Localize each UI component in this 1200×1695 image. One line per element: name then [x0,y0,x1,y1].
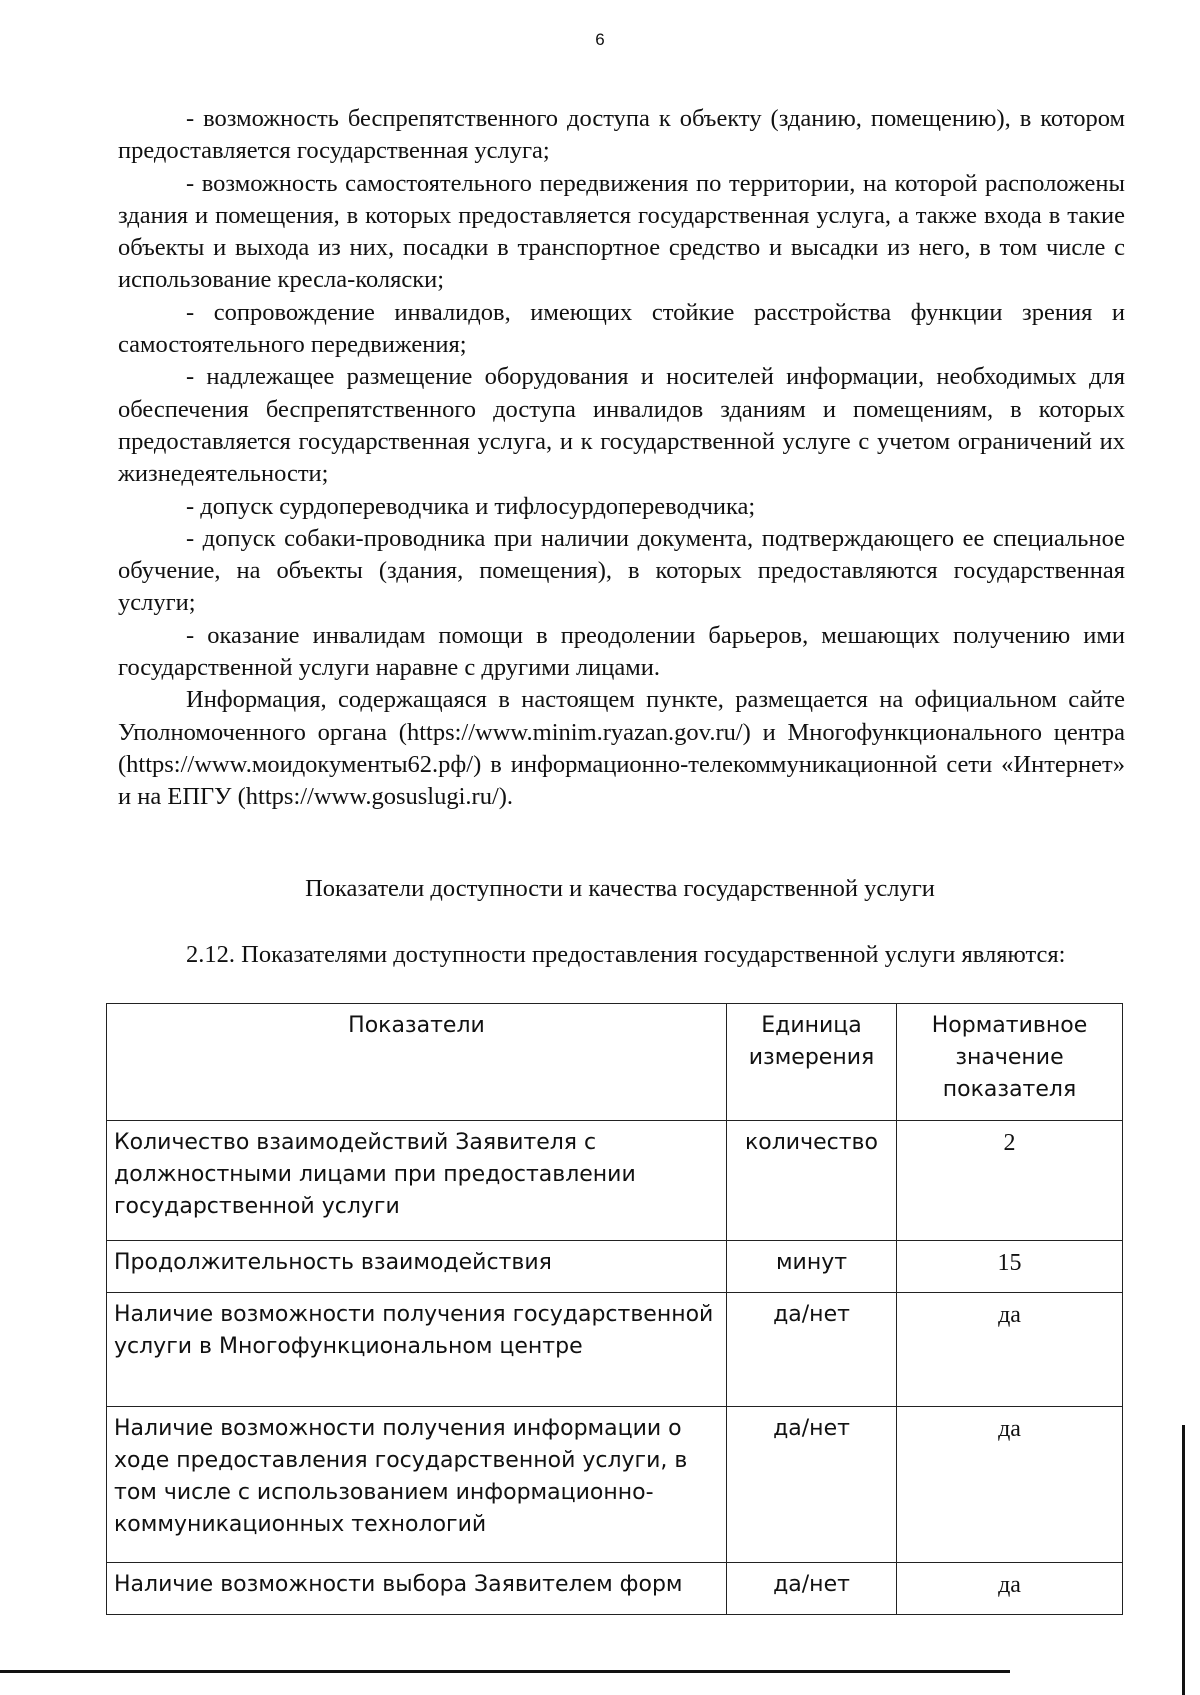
table-cell: да [897,1293,1123,1407]
table-cell: Наличие возможности выбора Заявителем форм [107,1563,727,1615]
table-cell: да [897,1407,1123,1563]
table-cell: Наличие возможности получения информации о ходе предоставления государственной услуги, в том числе с использованием информационно-коммуникационных технологий [107,1407,727,1563]
table-cell: да/нет [727,1563,897,1615]
table-cell: да/нет [727,1293,897,1407]
table-cell: Количество взаимодействий Заявителя с должностными лицами при предоставлении государственной услуги [107,1121,727,1241]
section-title: Показатели доступности и качества государственной услуги [305,875,935,902]
table-row [107,1121,1123,1241]
table-cell: Продолжительность взаимодействия [107,1241,727,1293]
table-cell: минут [727,1241,897,1293]
table-cell: 15 [897,1241,1123,1293]
paragraph: Информация, содержащаяся в настоящем пункте, размещается на официальном сайте Уполномоченного органа (https://www.minim.ryazan.gov.ru/) и Многофункционального центра (https://www.моидокументы62.рф/) в информационно-телекоммуникационной сети «Интернет» и на ЕПГУ (https://www.gosuslugi.ru/). [118,686,1125,811]
paragraph: - возможность беспрепятственного доступа к объекту (зданию, помещению), в котором предоставляется государственная услуга; [118,105,1125,165]
table-row [107,1293,1123,1407]
indicators-table [106,1003,1123,1615]
table-cell: Наличие возможности получения государственной услуги в Многофункциональном центре [107,1293,727,1407]
table-row [107,1407,1123,1563]
paragraph: - оказание инвалидам помощи в преодолении барьеров, мешающих получению ими государственной услуги наравне с другими лицами. [118,621,1125,682]
table-header-row [107,1004,1123,1121]
table-cell: да [897,1563,1123,1615]
paragraph: - допуск сурдопереводчика и тифлосурдопереводчика; [186,492,756,520]
paragraph: 2.12. Показателями доступности предоставления государственной услуги являются: [186,941,1066,968]
table-cell: 2 [897,1121,1123,1241]
table-row [107,1241,1123,1293]
table-cell: да/нет [727,1407,897,1563]
paragraph: - сопровождение инвалидов, имеющих стойкие расстройства функции зрения и самостоятельного передвижения; [118,298,1125,359]
column-header: Нормативное значение показателя [897,1004,1123,1121]
page-number: 6 [595,30,605,49]
column-header: Единица измерения [727,1004,897,1121]
body-text [118,103,1125,814]
scan-footer-line [0,1670,1010,1673]
paragraph: - надлежащее размещение оборудования и носителей информации, необходимых для обеспечения беспрепятственного доступа инвалидов зданиям и помещениям, в которых предоставляется государственная услуга, и к государственной услуге с учетом ограничений их жизнедеятельности; [118,363,1125,488]
scan-edge-bar [1182,1425,1185,1695]
paragraph: - возможность самостоятельного передвижения по территории, на которой расположены здания и помещения, в которых предоставляется государственная услуга, а также входа в такие объекты и выхода из них, посадки в транспортное средство и высадки из него, в том числе с использование кресла-коляски; [118,169,1125,294]
table-row [107,1563,1123,1615]
column-header: Показатели [107,1004,727,1121]
paragraph: - допуск собаки-проводника при наличии документа, подтверждающего ее специальное обучение, на объекты (здания, помещения), в которых предоставляются государственная услуги; [118,524,1125,617]
table-cell: количество [727,1121,897,1241]
intro-paragraph [118,942,1125,967]
